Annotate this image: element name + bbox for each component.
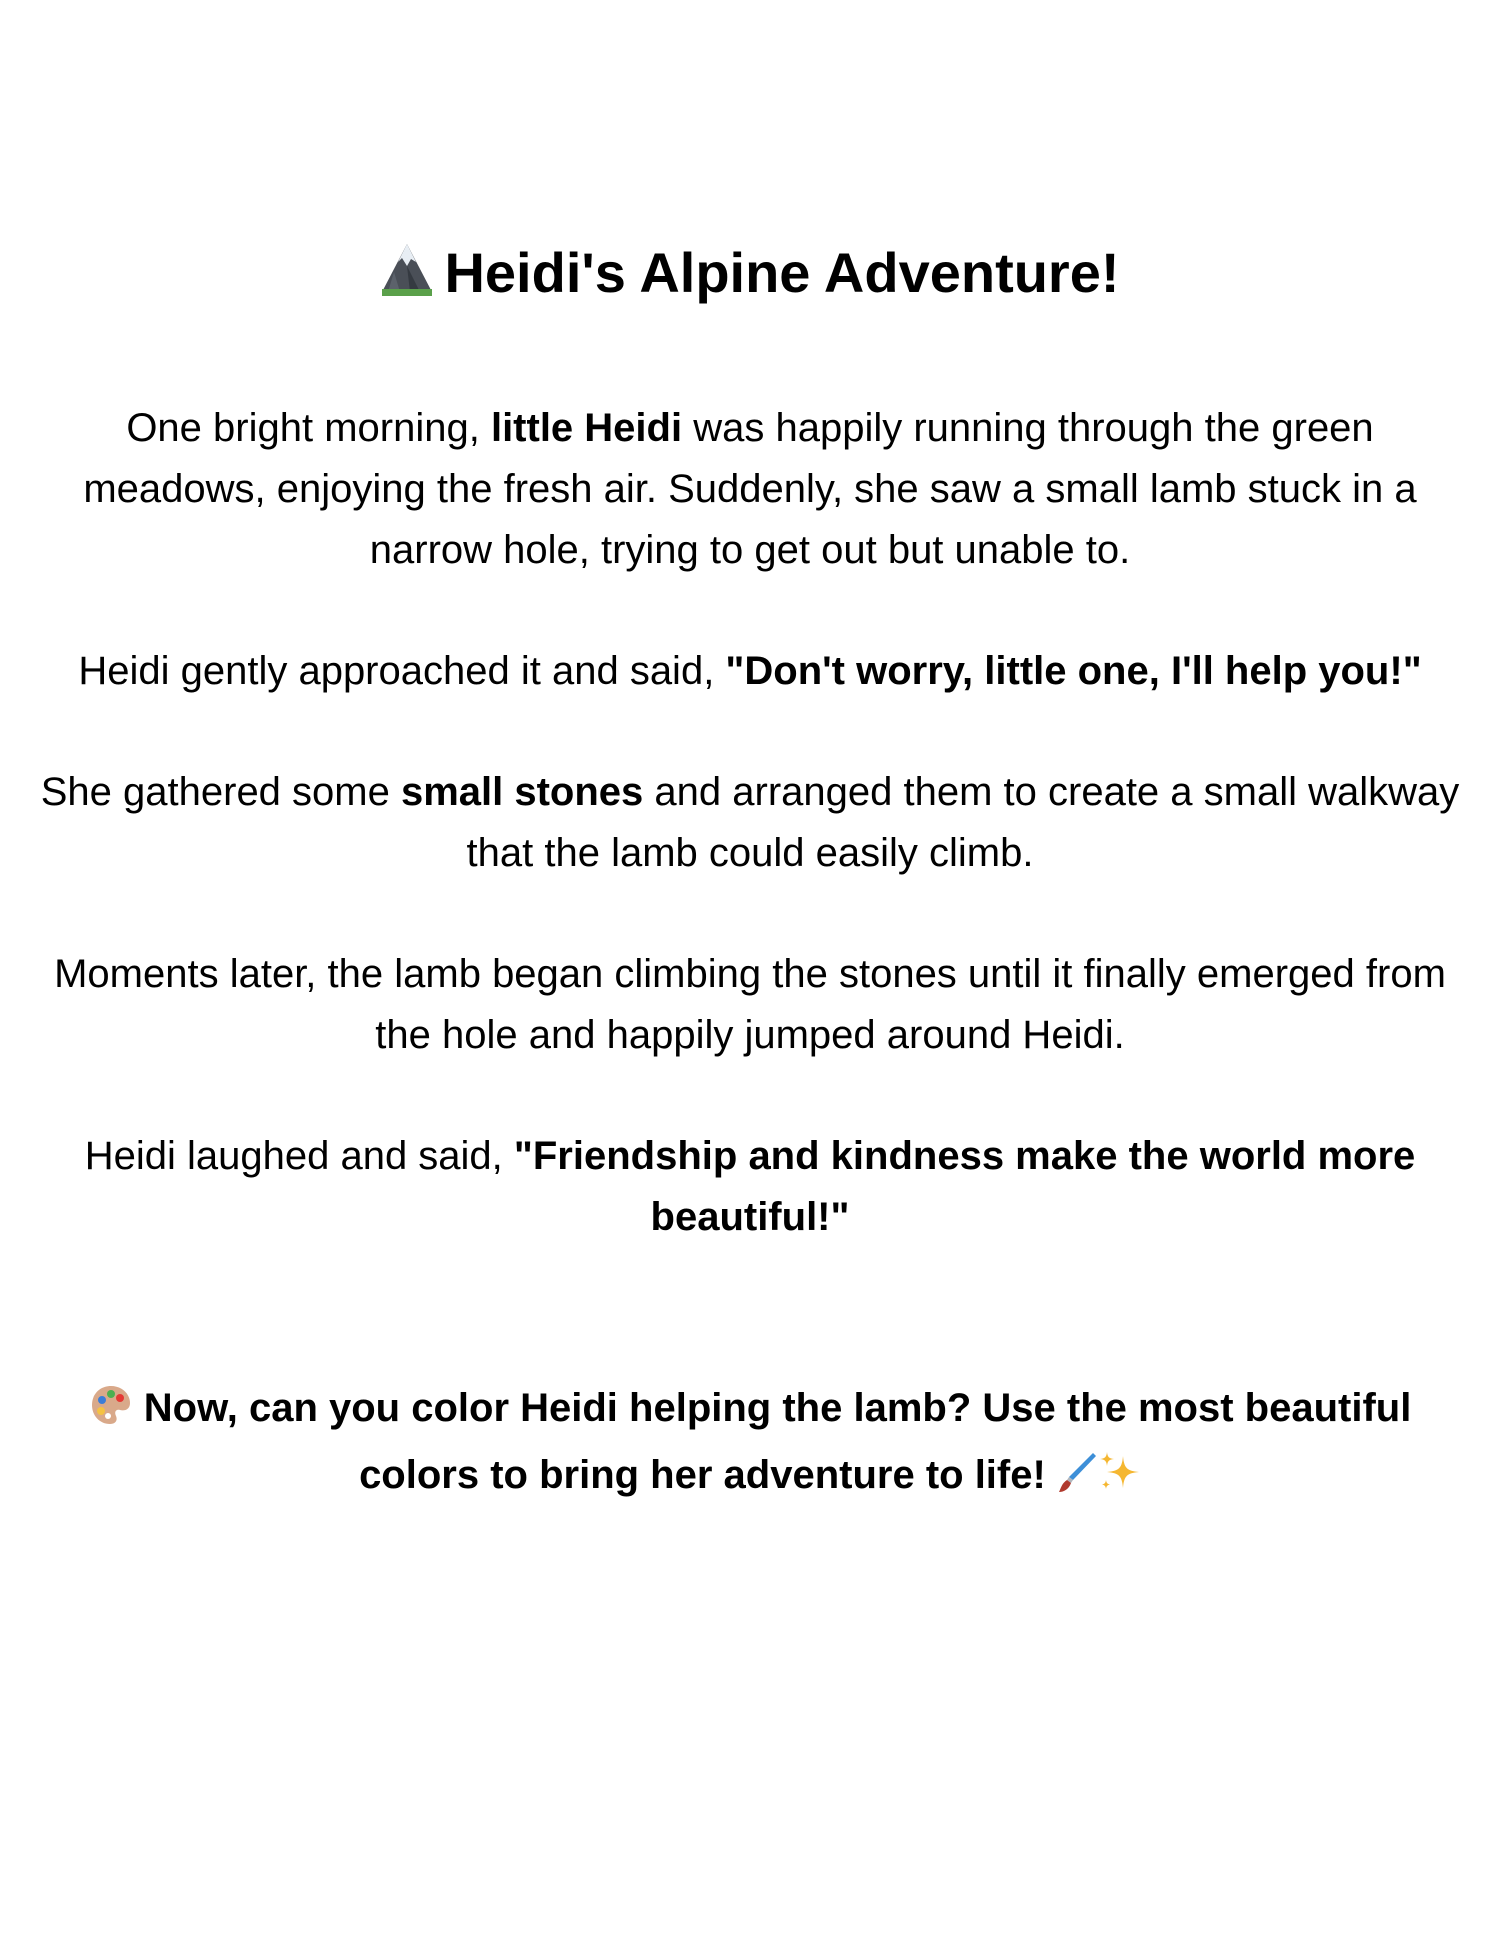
quote-friendship: "Friendship and kindness make the world more beautiful!" [513,1134,1416,1239]
story-paragraph-1: One bright morning, little Heidi was happily running through the green meadows, enjoying the fresh air. Suddenly, she saw a small lamb stuck in a narrow hole, trying to get out but unable to. [83,406,1417,572]
story-paragraph-3: She gathered some small stones and arranged them to create a small walkway that the lamb could easily climb. [40,770,1460,875]
artist-palette-icon [89,1383,133,1445]
page-title [0,238,1500,314]
cta-text: Now, can you color Heidi helping the lamb? Use the most beautiful colors to bring her adventure to life! [143,1386,1412,1497]
paintbrush-icon [1057,1450,1097,1512]
story-paragraph-2: Heidi gently approached it and said, "Don't worry, little one, I'll help you!" [78,649,1422,693]
emphasis-little-heidi: little Heidi [490,406,683,450]
emphasis-small-stones: small stones [400,770,644,814]
coloring-call-to-action [60,1378,1440,1512]
snow-capped-mountain-icon [380,242,434,314]
story-paragraph-4: Moments later, the lamb began climbing the stones until it finally emerged from the hole and happily jumped around Heidi. [54,952,1446,1057]
story-body [30,398,1470,1308]
quote-dont-worry: "Don't worry, little one, I'll help you!" [725,649,1422,693]
story-paragraph-5: Heidi laughed and said, "Friendship and kindness make the world more beautiful!" [84,1134,1416,1239]
title-text: Heidi's Alpine Adventure! [444,241,1120,304]
sparkles-icon [1097,1450,1141,1512]
